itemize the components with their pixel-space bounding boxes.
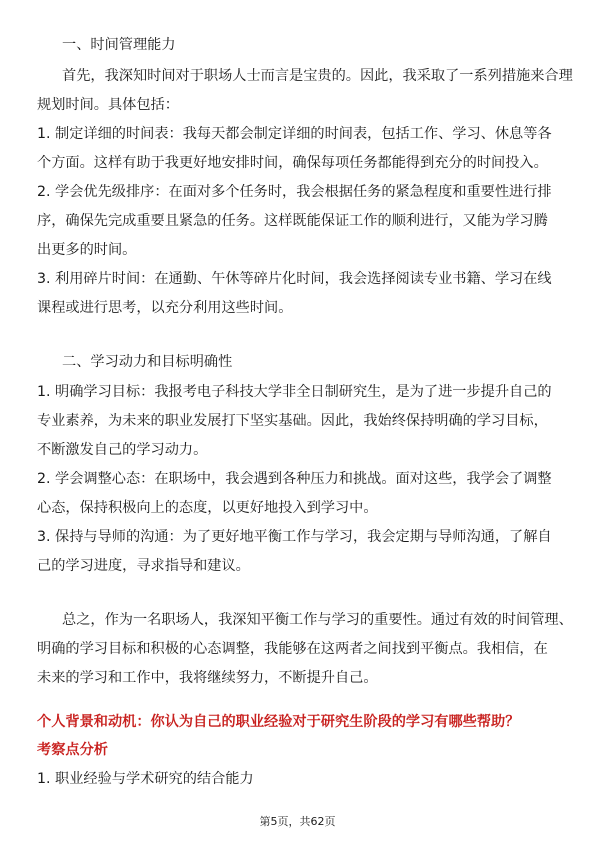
list-item-line: 不断激发自己的学习动力。 — [37, 442, 208, 458]
list-item-line: 己的学习进度，寻求指导和建议。 — [37, 558, 250, 574]
list-item-line: 3. 利用碎片时间：在通勤、午休等碎片化时间，我会选择阅读专业书籍、学习在线 — [37, 271, 552, 287]
summary-paragraph-line: 总之，作为一名职场人，我深知平衡工作与学习的重要性。通过有效的时间管理、 — [62, 612, 573, 628]
list-item-line: 1. 明确学习目标：我报考电子科技大学非全日制研究生，是为了进一步提升自己的 — [37, 384, 552, 400]
list-item-line: 个方面。这样有助于我更好地安排时间，确保每项任务都能得到充分的时间投入。 — [37, 155, 548, 171]
section-heading-motivation: 二、学习动力和目标明确性 — [62, 354, 233, 370]
summary-paragraph-line: 未来的学习和工作中，我将继续努力，不断提升自己。 — [37, 670, 378, 686]
list-item-line: 课程或进行思考，以充分利用这些时间。 — [37, 300, 293, 316]
list-item-line: 出更多的时间。 — [37, 242, 137, 258]
list-item-line: 1. 制定详细的时间表：我每天都会制定详细的时间表，包括工作、学习、休息等各 — [37, 126, 552, 142]
list-item-line: 序，确保先完成重要且紧急的任务。这样既能保证工作的顺利进行，又能为学习腾 — [37, 213, 548, 229]
list-item-line: 2. 学会调整心态：在职场中，我会遇到各种压力和挑战。面对这些，我学会了调整 — [37, 471, 552, 487]
list-item-line: 心态，保持积极向上的态度，以更好地投入到学习中。 — [37, 500, 378, 516]
section-heading-time-management: 一、时间管理能力 — [62, 37, 176, 53]
page-number-footer: 第5页，共62页 — [259, 815, 336, 828]
list-item-line: 2. 学会优先级排序：在面对多个任务时，我会根据任务的紧急程度和重要性进行排 — [37, 184, 552, 200]
paragraph-line: 首先，我深知时间对于职场人士而言是宝贵的。因此，我采取了一系列措施来合理 — [62, 68, 573, 84]
paragraph-line: 规划时间。具体包括： — [37, 97, 179, 113]
list-item-line: 1. 职业经验与学术研究的结合能力 — [37, 771, 254, 787]
analysis-heading: 考察点分析 — [37, 742, 108, 758]
list-item-line: 3. 保持与导师的沟通：为了更好地平衡工作与学习，我会定期与导师沟通，了解自 — [37, 529, 552, 545]
question-heading: 个人背景和动机：你认为自己的职业经验对于研究生阶段的学习有哪些帮助？ — [37, 714, 520, 730]
summary-paragraph-line: 明确的学习目标和积极的心态调整，我能够在这两者之间找到平衡点。我相信，在 — [37, 641, 548, 657]
list-item-line: 专业素养，为未来的职业发展打下坚实基础。因此，我始终保持明确的学习目标， — [37, 413, 548, 429]
